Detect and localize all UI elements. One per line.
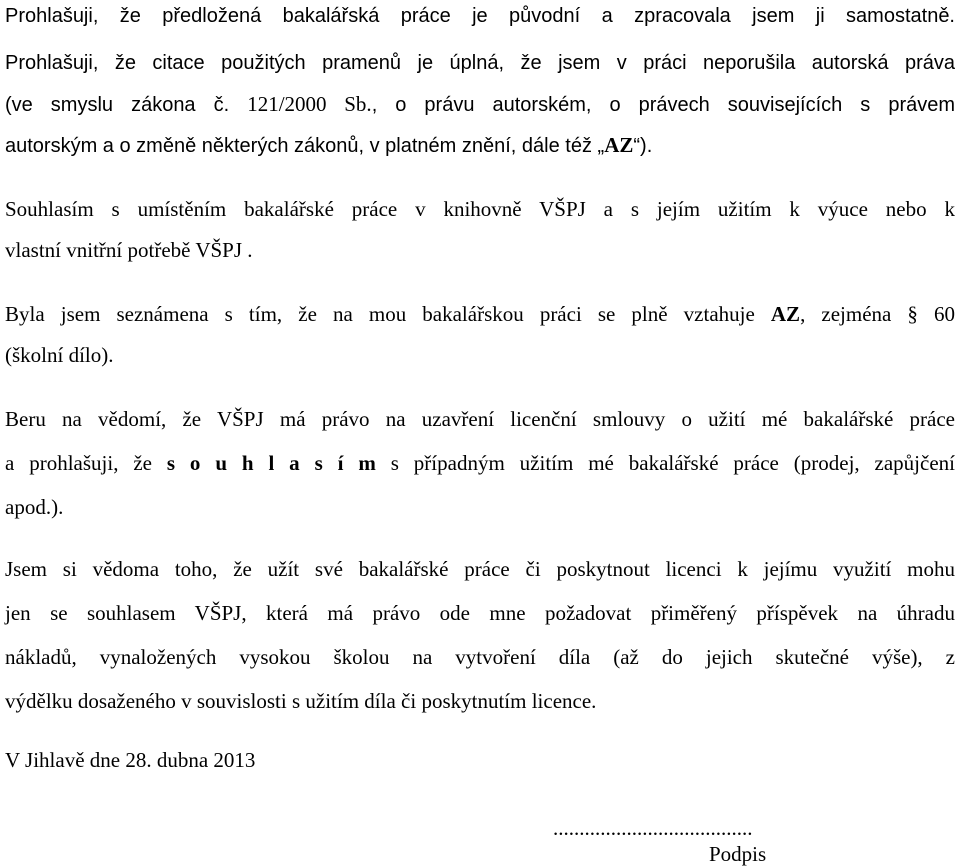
p4-line-2-c: s případným užitím mé bakalářské práce (prodej, zapůjčení	[375, 451, 955, 475]
p4-line-2	[5, 450, 955, 476]
p3-line-1-c: , zejména § 60	[800, 302, 955, 326]
az-abbreviation: AZ	[604, 133, 634, 157]
p1-line-3	[5, 91, 955, 118]
p1-line-4-a: autorským a o změně některých zákonů, v platném znění, dále též „	[5, 135, 605, 157]
signature-line: ......................................	[553, 816, 753, 840]
p2-line-2: vlastní vnitřní potřebě VŠPJ .	[5, 238, 253, 262]
p1-line-2: Prohlašuji, že citace použitých pramenů je úplná, že jsem v práci neporušila autorská práva	[5, 52, 955, 74]
law-reference: 121/2000 Sb.	[247, 92, 372, 116]
p5-line-2: jen se souhlasem VŠPJ, která má právo ode mne požadovat přiměřený příspěvek na úhradu	[5, 601, 955, 625]
signature-label: Podpis	[709, 842, 767, 866]
p3-line-1-a: Byla jsem seznámena s tím, že na mou bakalářskou práci se plně vztahuje	[5, 302, 771, 326]
p5-line-1: Jsem si vědoma toho, že užít své bakalářské práce či poskytnout licenci k jejímu využití mohu	[5, 557, 955, 581]
p2-line-1: Souhlasím s umístěním bakalářské práce v knihovně VŠPJ a s jejím užitím k výuce nebo k	[5, 197, 955, 221]
p1-line-4-c: “).	[633, 135, 653, 157]
p5-line-3: nákladů, vynaložených vysokou školou na vytvoření díla (až do jejich skutečné výše), z	[5, 645, 955, 669]
p4-line-3: apod.).	[5, 495, 64, 519]
p3-line-1	[5, 301, 955, 327]
p1-line-1: Prohlašuji, že předložená bakalářská práce je původní a zpracovala jsem ji samostatně.	[5, 5, 955, 27]
p4-line-1: Beru na vědomí, že VŠPJ má právo na uzavření licenční smlouvy o užití mé bakalářské práce	[5, 407, 955, 431]
p1-line-4	[5, 132, 955, 159]
p4-line-2-a: a prohlašuji, že	[5, 451, 167, 475]
souhlasim-emphasis: s o u h l a s í m	[166, 451, 376, 475]
p1-line-3-a: (ve smyslu zákona č.	[5, 94, 248, 116]
p3-line-2: (školní dílo).	[5, 343, 114, 367]
p1-line-3-c: , o právu autorském, o právech souvisejících s právem	[371, 94, 956, 116]
az-abbreviation-2: AZ	[770, 302, 801, 326]
place-and-date: V Jihlavě dne 28. dubna 2013	[5, 748, 256, 772]
p5-line-4: výdělku dosaženého v souvislosti s užitím díla či poskytnutím licence.	[5, 689, 597, 713]
